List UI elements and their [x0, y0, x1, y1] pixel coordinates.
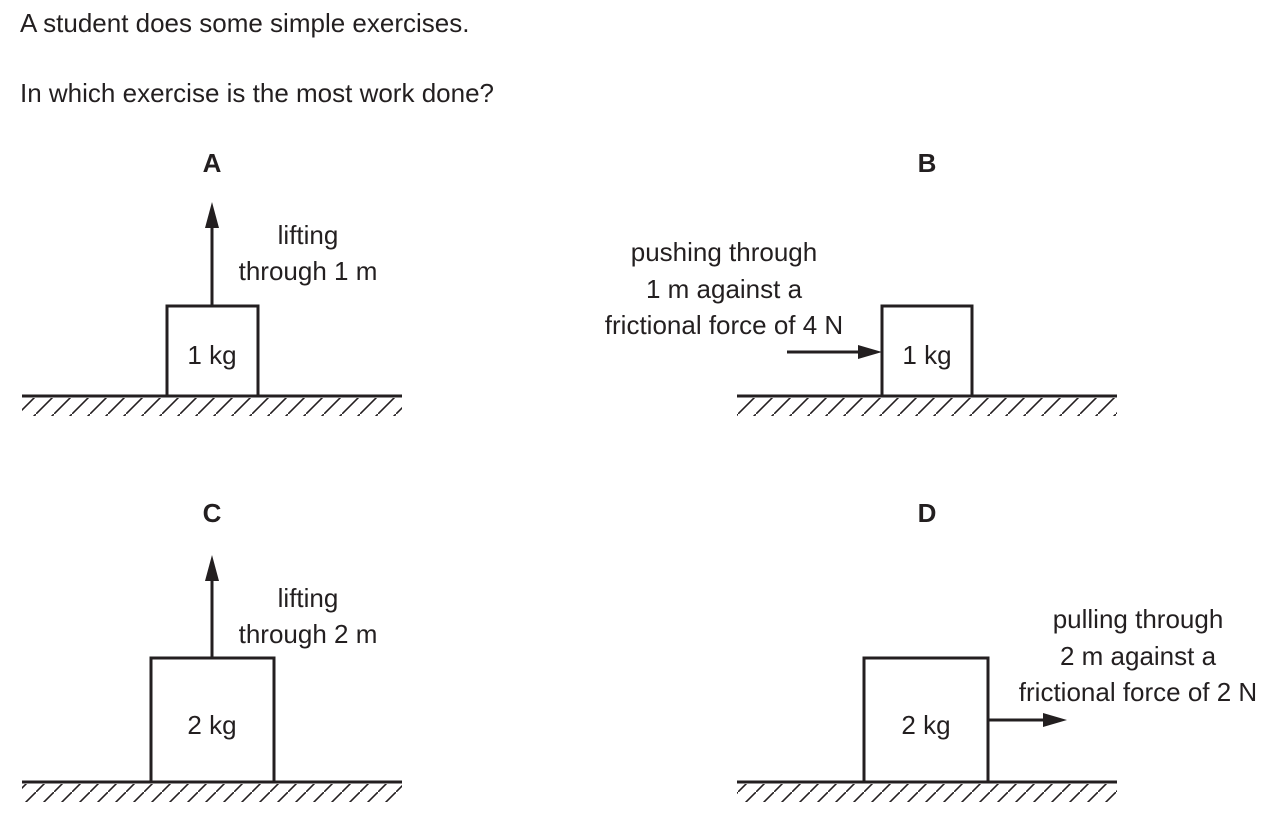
option-d-caption-line-3: frictional force of 2 N: [1018, 677, 1258, 707]
option-c-caption-line-2: through 2 m: [238, 619, 378, 649]
option-d-mass-label: 2 kg: [901, 710, 951, 740]
option-a-mass-label: 1 kg: [187, 340, 237, 370]
option-b-letter: B: [917, 148, 937, 178]
option-b-caption-line-3: frictional force of 4 N: [604, 310, 844, 340]
option-c-caption-line-1: lifting: [277, 583, 339, 613]
option-d-caption-line-2: 2 m against a: [1059, 641, 1217, 671]
option-d: [737, 498, 1257, 802]
option-a-up-arrow-icon: [205, 202, 219, 228]
option-b-mass-label: 1 kg: [902, 340, 952, 370]
option-a-letter: A: [202, 148, 222, 178]
option-a: [22, 148, 402, 416]
question-text: In which exercise is the most work done?: [20, 78, 494, 108]
option-d-caption-line-1: pulling through: [1052, 604, 1224, 634]
option-d-ground-hatching: [737, 784, 1117, 802]
option-b-right-arrow-icon: [858, 345, 882, 359]
option-c-mass-label: 2 kg: [187, 710, 237, 740]
option-c-letter: C: [202, 498, 222, 528]
option-b: [605, 148, 1117, 416]
option-a-caption-line-1: lifting: [277, 220, 339, 250]
option-b-ground-hatching: [737, 398, 1117, 416]
intro-text: A student does some simple exercises.: [20, 8, 470, 38]
option-d-right-arrow-icon: [1043, 713, 1067, 727]
option-c-up-arrow-icon: [205, 555, 219, 581]
option-b-caption-line-1: pushing through: [630, 237, 818, 267]
option-a-caption-line-2: through 1 m: [238, 256, 378, 286]
option-b-caption-line-2: 1 m against a: [645, 274, 803, 304]
option-c-ground-hatching: [22, 784, 402, 802]
option-a-ground-hatching: [22, 398, 402, 416]
option-c: [22, 498, 402, 802]
option-d-letter: D: [917, 498, 937, 528]
